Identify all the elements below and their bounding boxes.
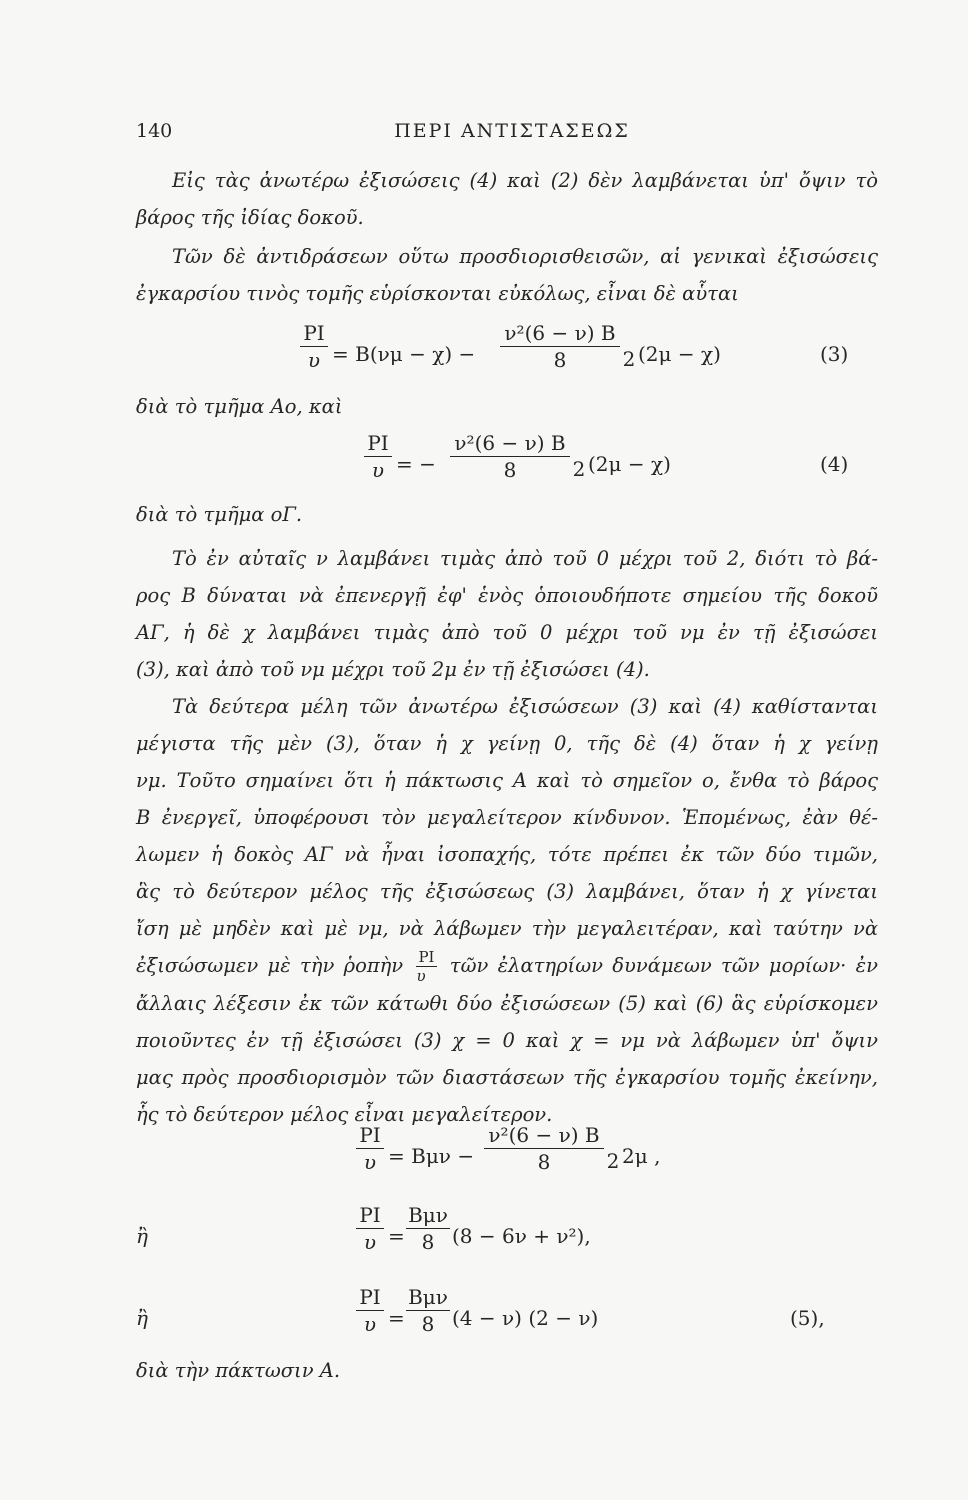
paragraph-3 bbox=[136, 540, 878, 688]
paragraph-4 bbox=[136, 688, 878, 1133]
text-line: διὰ τὸ τμῆμα οΓ. bbox=[136, 503, 303, 526]
page-header bbox=[136, 120, 888, 150]
text-line: ἧς τὸ δεύτερον μέλος εἶναι μεγαλείτερον. bbox=[136, 1103, 553, 1126]
equation-number: (5), bbox=[790, 1306, 825, 1330]
text-line: μας πρὸς προσδιορισμὸν τῶν διαστάσεων τῆς ἐγκαρσίου τομῆς ἐκείνην, bbox=[136, 1066, 878, 1089]
text-line: μέγιστα τῆς μὲν (3), ὅταν ἡ χ γείνῃ 0, τῆς δὲ (4) ὅταν ἡ χ γείνῃ bbox=[136, 732, 878, 755]
text-line: ΑΓ, ἡ δὲ χ λαμβάνει τιμὰς ἀπὸ τοῦ 0 μέχρι τοῦ νμ ἐν τῇ ἐξισώσει bbox=[136, 621, 878, 644]
running-head: ΠΕΡΙ ΑΝΤΙΣΤΑΣΕΩΣ bbox=[394, 120, 630, 142]
inline-fraction-pi-over-u: $\frac{PI}{\upsilon}$ bbox=[416, 948, 435, 985]
text-line: ρος B δύναται νὰ ἐπενεργῇ ἐφ' ἑνὸς ὁποιουδήποτε σημείου τῆς δοκοῦ bbox=[136, 584, 878, 607]
equation-term: 2μ , bbox=[622, 1144, 661, 1168]
text-line: B ἐνεργεῖ, ὑποφέρουσι τὸν μεγαλείτερον κίνδυνον. Ἑπομένως, ἐὰν θέ- bbox=[136, 806, 878, 829]
fraction-half: 2 bbox=[606, 1149, 620, 1173]
text-line: λωμεν ἡ δοκὸς ΑΓ νὰ ἦναι ἰσοπαχής, τότε πρέπει ἐκ τῶν δύο τιμῶν, bbox=[136, 843, 878, 866]
text-line: ἐγκαρσίου τινὸς τομῆς εὑρίσκονται εὐκόλως, εἶναι δὲ αὗται bbox=[136, 282, 739, 305]
text-line: ἃς τὸ δεύτερον μέλος τῆς ἐξισώσεως (3) λαμβάνει, ὅταν ἡ χ γίνεται bbox=[136, 880, 878, 903]
equation-4 bbox=[364, 432, 860, 502]
fraction-b-mu-nu: Bμν 8 bbox=[406, 1286, 450, 1338]
text-line: Τὸ ἐν αὐταῖς ν λαμβάνει τιμὰς ἀπὸ τοῦ 0 μέχρι τοῦ 2, διότι τὸ βά- bbox=[172, 547, 878, 570]
fraction-pi-over-u: $\frac{PI}{\upsilon}$ bbox=[356, 1124, 384, 1176]
label-segment-og bbox=[136, 496, 878, 533]
text-line: ἐξισώσωμεν μὲ τὴν ῥοπὴν $\frac{PI}{\upsilon}$ τῶν ἐλατηρίων δυνάμεων τῶν μορίων· ἐν bbox=[136, 948, 878, 985]
text-line: (3), καὶ ἀπὸ τοῦ νμ μέχρι τοῦ 2μ ἐν τῇ ἐξισώσει (4). bbox=[136, 658, 650, 681]
text-line: διὰ τὴν πάκτωσιν Α. bbox=[136, 1359, 341, 1382]
equation-term: (8 − 6ν + ν²), bbox=[452, 1224, 591, 1248]
equation-5c bbox=[136, 1286, 878, 1356]
equation-term: = − bbox=[396, 452, 436, 476]
label-segment-ao bbox=[136, 388, 878, 425]
fraction-pi-over-u: $\frac{PI}{\upsilon}$ bbox=[356, 1204, 384, 1256]
fraction-load-term: $\frac{\text{ν²(6 − ν) B}}{8}$ bbox=[450, 432, 570, 484]
text-line: ποιοῦντες ἐν τῇ ἐξισώσει (3) χ = 0 καὶ χ = νμ νὰ λάβωμεν ὑπ' ὄψιν bbox=[136, 1029, 878, 1052]
text-line: Εἰς τὰς ἀνωτέρω ἐξισώσεις (4) καὶ (2) δὲν λαμβάνεται ὑπ' ὄψιν τὸ bbox=[172, 169, 878, 192]
fraction-b-mu-nu: Bμν 8 bbox=[406, 1204, 450, 1256]
equation-term: (4 − ν) (2 − ν) bbox=[452, 1306, 599, 1330]
text-line: νμ. Τοῦτο σημαίνει ὅτι ἡ πάκτωσις Α καὶ τὸ σημεῖον ο, ἔνθα τὸ βάρος bbox=[136, 769, 878, 792]
word-or: ἢ bbox=[136, 1224, 148, 1248]
text-line: ἄλλαις λέξεσιν ἐκ τῶν κάτωθι δύο ἐξισώσεων (5) καὶ (6) ἃς εὑρίσκομεν bbox=[136, 992, 878, 1015]
fraction-pi-over-u: $\frac{PI}{\upsilon}$ bbox=[356, 1286, 384, 1338]
equation-term: (2μ − χ) bbox=[588, 452, 671, 476]
equation-term: = B(νμ − χ) − bbox=[332, 342, 476, 366]
fraction-half: 2 bbox=[572, 457, 586, 481]
label-fixed-end-a bbox=[136, 1352, 878, 1389]
fraction-pi-over-u: $\frac{PI}{\upsilon}$ bbox=[300, 322, 328, 374]
text-line: Τῶν δὲ ἀντιδράσεων οὕτω προσδιορισθεισῶν, αἱ γενικαὶ ἐξισώσεις bbox=[172, 245, 878, 268]
equation-number: (4) bbox=[820, 452, 849, 476]
text-line: Τὰ δεύτερα μέλη τῶν ἀνωτέρω ἐξισώσεων (3) καὶ (4) καθίστανται bbox=[172, 695, 878, 718]
equation-5b bbox=[136, 1204, 696, 1274]
page-number: 140 bbox=[136, 120, 173, 142]
word-or: ἢ bbox=[136, 1306, 148, 1330]
equation-3 bbox=[300, 322, 860, 392]
text-line: διὰ τὸ τμῆμα Αο, καὶ bbox=[136, 395, 343, 418]
equals-sign: = bbox=[388, 1306, 405, 1330]
paragraph-1 bbox=[136, 162, 878, 236]
paragraph-2 bbox=[136, 238, 878, 312]
fraction-pi-over-u: $\frac{PI}{\upsilon}$ bbox=[364, 432, 392, 484]
equation-term: (2μ − χ) bbox=[638, 342, 721, 366]
fraction-half: 2 bbox=[622, 347, 636, 371]
equation-5a bbox=[356, 1124, 676, 1194]
text-line: βάρος τῆς ἰδίας δοκοῦ. bbox=[136, 206, 364, 229]
fraction-load-term: $\frac{\text{ν²(6 − ν) B}}{8}$ bbox=[484, 1124, 604, 1176]
fraction-load-term: $\frac{\text{ν²(6 − ν) B}}{8}$ bbox=[500, 322, 620, 374]
equals-sign: = bbox=[388, 1224, 405, 1248]
equation-number: (3) bbox=[820, 342, 849, 366]
text-line: ἴση μὲ μηδὲν καὶ μὲ νμ, νὰ λάβωμεν τὴν μεγαλειτέραν, καὶ ταύτην νὰ bbox=[136, 917, 878, 940]
equation-term: = Bμν − bbox=[388, 1144, 475, 1168]
